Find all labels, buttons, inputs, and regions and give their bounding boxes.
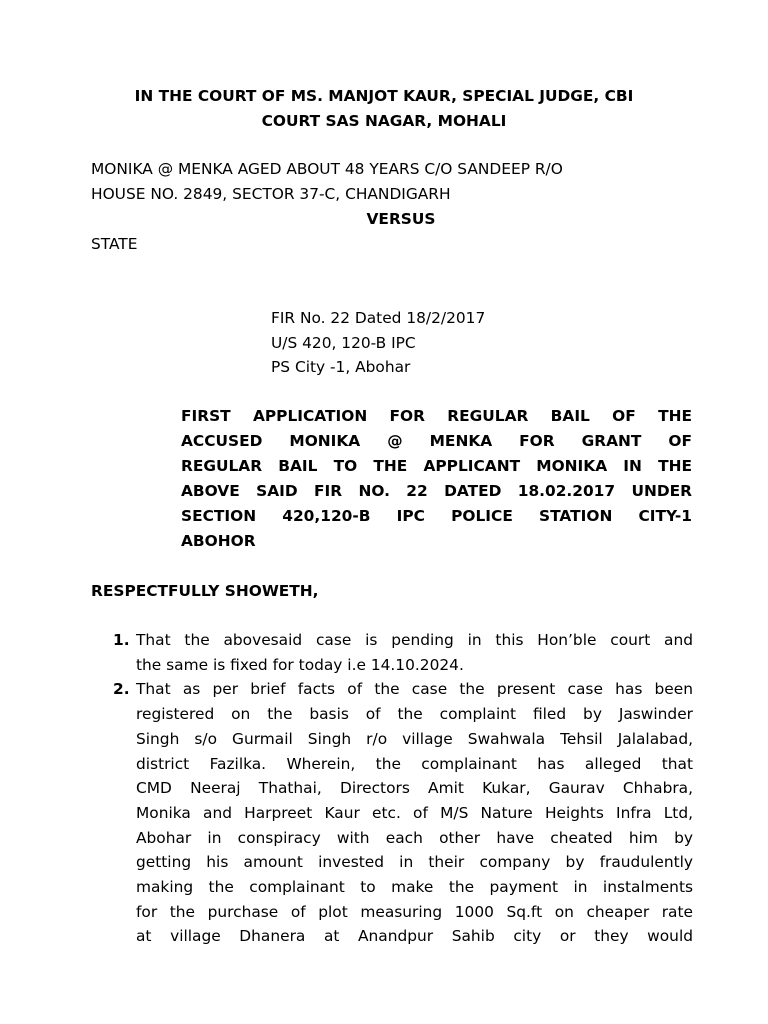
application-title-line: ABOVE SAID FIR NO. 22 DATED 18.02.2017 UNDER	[181, 482, 692, 500]
application-title-line: REGULAR BAIL TO THE APPLICANT MONIKA IN THE	[181, 457, 692, 475]
paragraph-item	[110, 677, 693, 949]
petitioner-address-line: HOUSE NO. 2849, SECTOR 37-C, CHANDIGARH	[91, 185, 451, 203]
respondent-line: STATE	[91, 235, 138, 253]
paragraph-number: 1.	[113, 631, 130, 649]
parties-block	[91, 157, 701, 257]
application-title-line: ABOHOR	[181, 532, 256, 550]
petitioner-line: MONIKA @ MENKA AGED ABOUT 48 YEARS C/O SANDEEP R/O	[91, 160, 563, 178]
paragraph-number: 2.	[113, 680, 130, 699]
fir-number: FIR No. 22 Dated 18/2/2017	[271, 309, 486, 327]
paragraph-line: getting his amount invested in their company by fraudulently	[136, 853, 693, 872]
salutation: RESPECTFULLY SHOWETH,	[91, 582, 319, 600]
paragraph-line: registered on the basis of the complaint filed by Jaswinder	[136, 705, 693, 724]
paragraph-item	[110, 628, 693, 677]
versus-heading: VERSUS	[366, 210, 436, 228]
application-title-line: ACCUSED MONIKA @ MENKA FOR GRANT OF	[181, 432, 692, 450]
paragraph-line: the same is fixed for today i.e 14.10.2024.	[136, 655, 464, 674]
application-title	[181, 404, 692, 554]
paragraph-line: CMD Neeraj Thathai, Directors Amit Kukar, Gaurav Chhabra,	[136, 779, 693, 798]
court-title-line: COURT SAS NAGAR, MOHALI	[261, 112, 507, 130]
fir-police-station: PS City -1, Abohar	[271, 358, 411, 376]
paragraph-line: district Fazilka. Wherein, the complainant has alleged that	[136, 754, 693, 773]
paragraph-line: making the complainant to make the payment in instalments	[136, 878, 693, 897]
fir-sections: U/S 420, 120-B IPC	[271, 333, 416, 352]
fir-details	[271, 306, 485, 380]
paragraph-line: Singh s/o Gurmail Singh r/o village Swahwala Tehsil Jalalabad,	[136, 729, 693, 748]
paragraph-line: That the abovesaid case is pending in this Hon’ble court and	[136, 631, 693, 649]
paragraph-line: at village Dhanera at Anandpur Sahib city or they would	[136, 927, 693, 946]
paragraph-list	[110, 628, 693, 949]
paragraph-line: for the purchase of plot measuring 1000 Sq.ft on cheaper rate	[136, 902, 693, 921]
application-title-line: FIRST APPLICATION FOR REGULAR BAIL OF THE	[181, 407, 692, 425]
court-title	[80, 84, 688, 134]
court-title-line: IN THE COURT OF MS. MANJOT KAUR, SPECIAL JUDGE, CBI	[134, 87, 634, 105]
paragraph-line: Abohar in conspiracy with each other have cheated him by	[136, 828, 693, 847]
paragraph-line: Monika and Harpreet Kaur etc. of M/S Nature Heights Infra Ltd,	[136, 803, 693, 822]
application-title-line: SECTION 420,120-B IPC POLICE STATION CITY-1	[181, 507, 692, 525]
paragraph-line: That as per brief facts of the case the present case has been	[136, 680, 693, 699]
